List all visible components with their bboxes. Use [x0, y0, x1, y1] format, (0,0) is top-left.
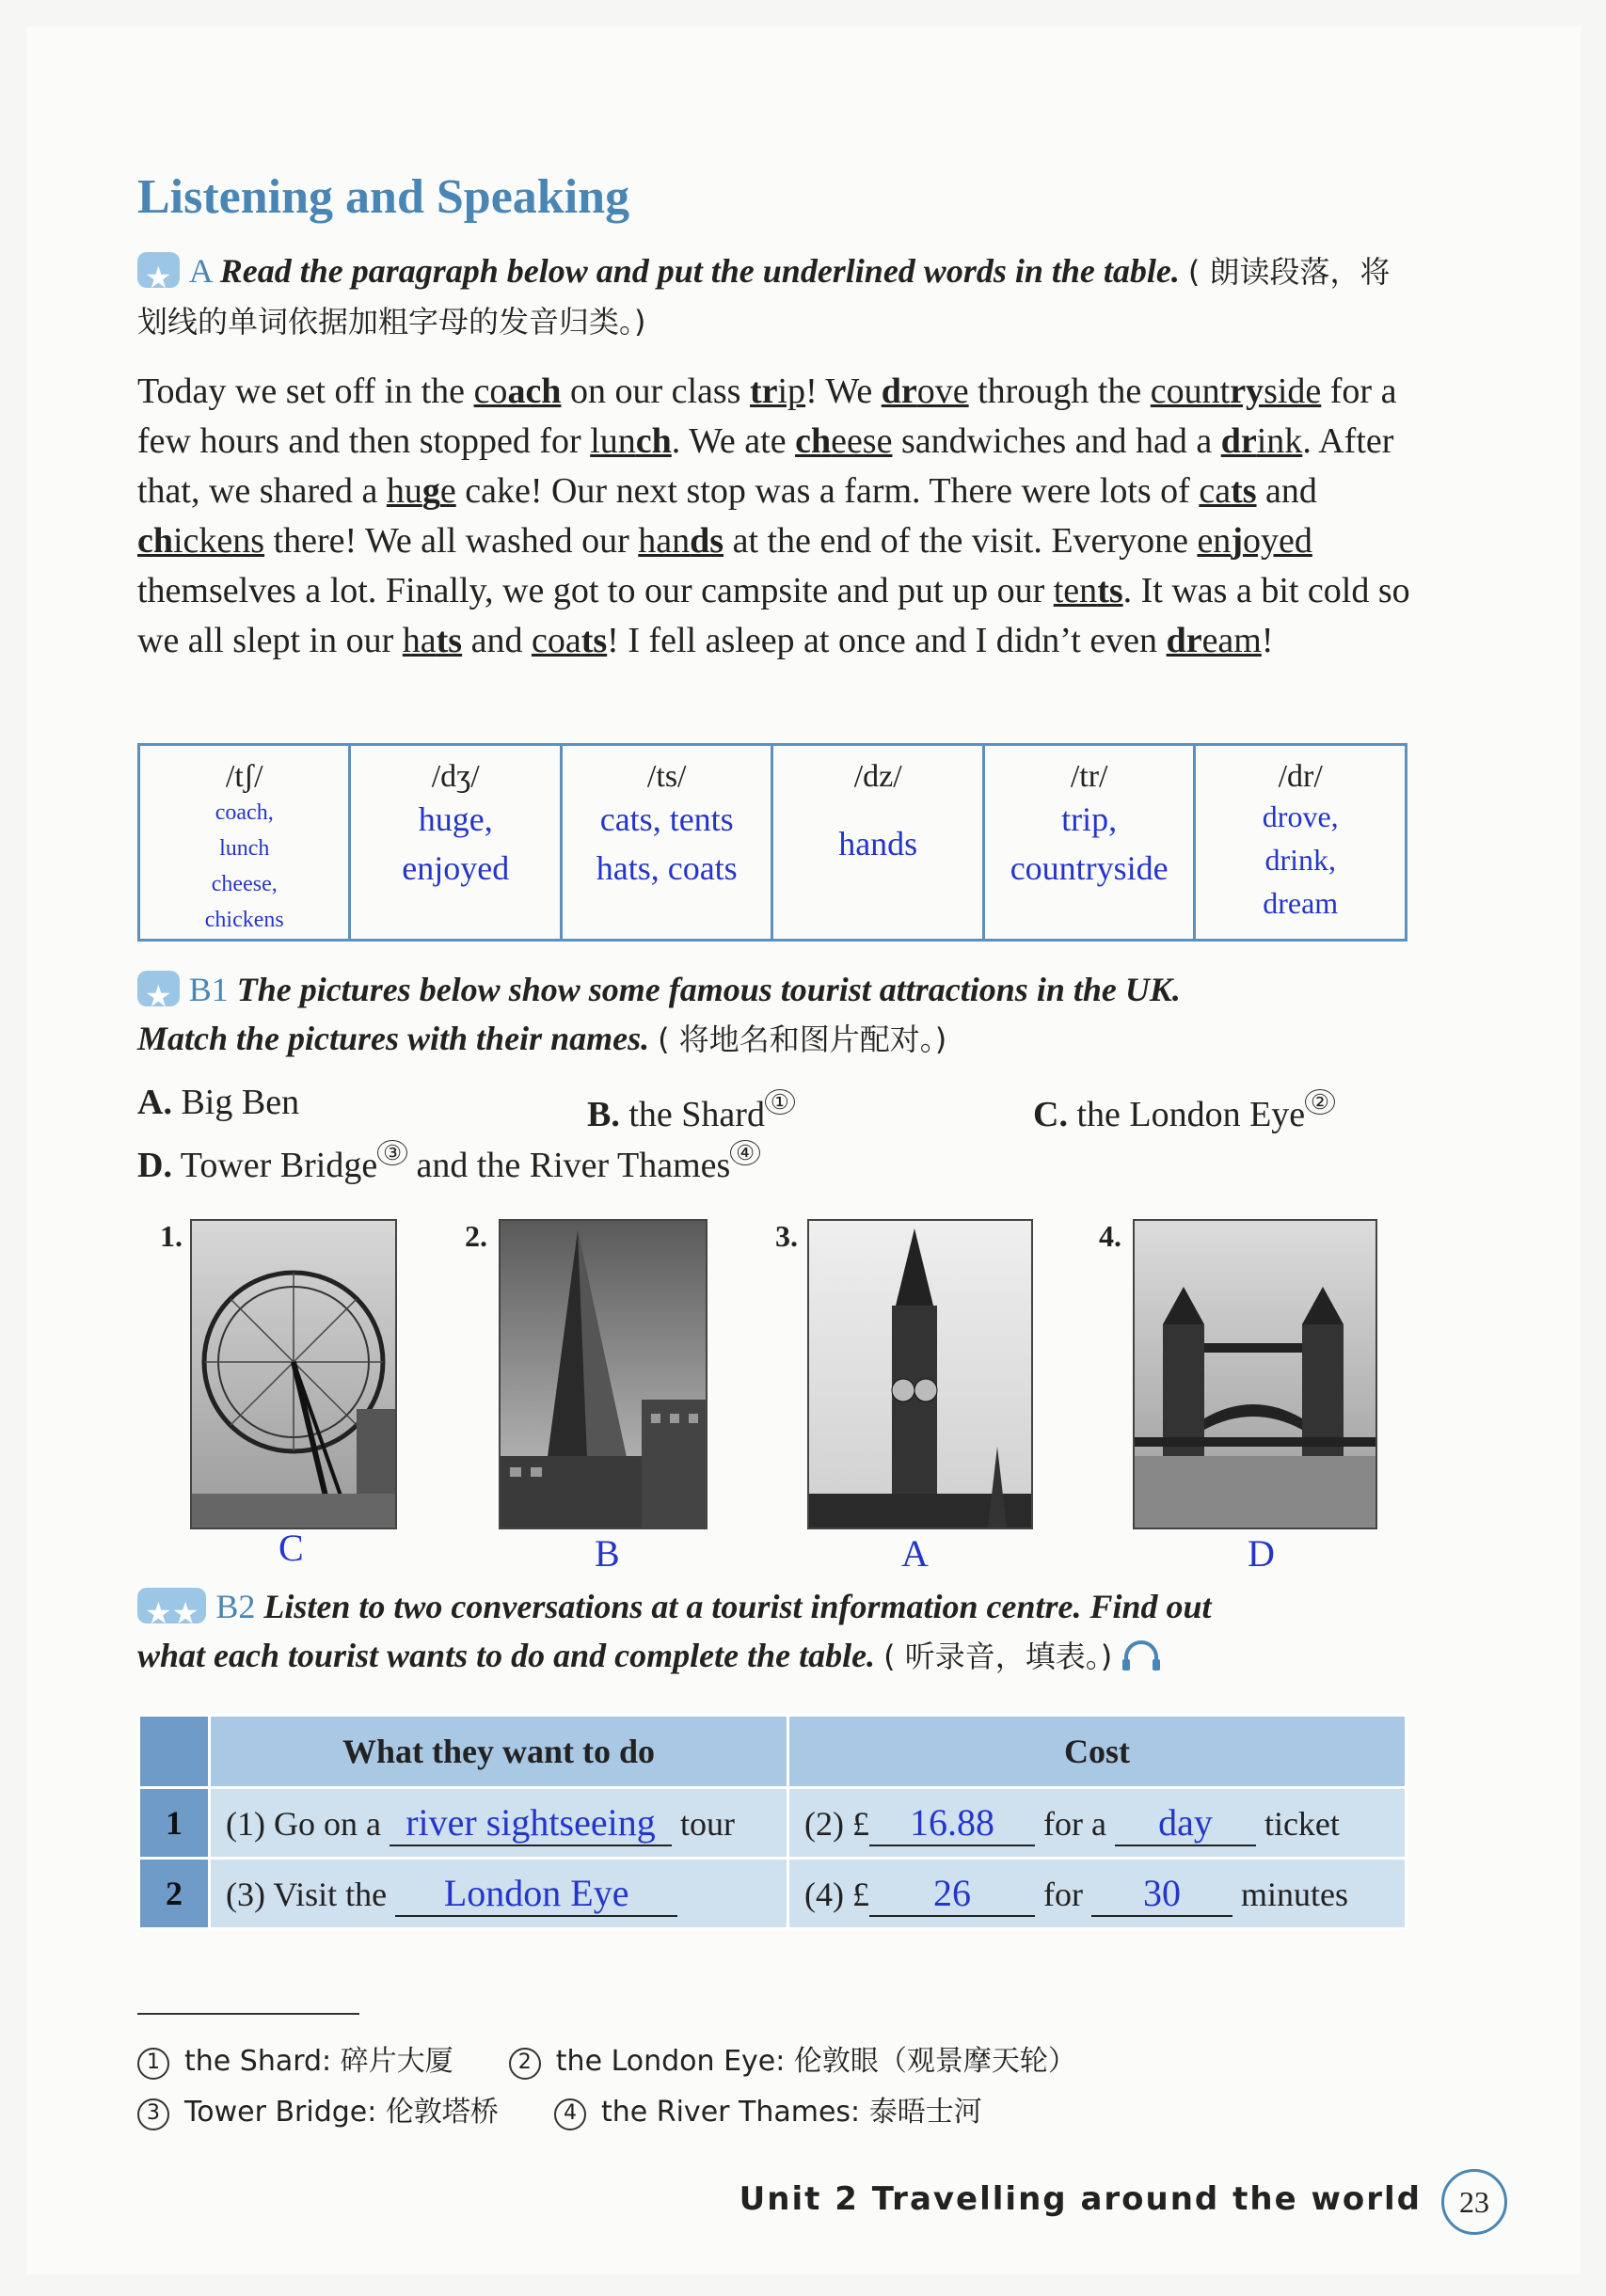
underlined-word-part: ts	[1097, 571, 1123, 610]
underlined-word-part: ach	[507, 372, 562, 411]
paragraph-text: . We ate	[671, 421, 796, 461]
underlined-word-part: eese	[831, 421, 893, 461]
partA-label: A	[188, 252, 212, 290]
underlined-word-part: tr	[749, 372, 778, 411]
sound-symbol: /tr/	[1070, 759, 1108, 794]
paragraph-text: themselves a lot. Finally, we got to our campsite and put up our	[137, 571, 1054, 610]
handwritten-answer: coach,	[215, 800, 274, 825]
sound-symbol: /ts/	[646, 759, 687, 794]
paragraph-text: ! We	[805, 372, 882, 411]
tourist-table-header	[139, 1716, 1407, 1788]
underlined-word-part: ickens	[173, 521, 265, 561]
tourist-table	[137, 1714, 1407, 1930]
handwritten-answer: trip,	[1061, 800, 1118, 838]
option-a-letter: A.	[137, 1083, 172, 1122]
handwritten-answer: drove,	[1262, 800, 1339, 833]
footnote-4: the River Thames: 泰晤士河	[600, 2096, 982, 2129]
reading-paragraph	[137, 367, 1417, 666]
paragraph-text: !	[1261, 621, 1274, 660]
row-1-want-prefix: (1) Go on a	[226, 1804, 381, 1843]
underlined-word-part: en	[1197, 521, 1232, 561]
blank-1: river sightseeing	[390, 1800, 672, 1846]
underlined-word-part: ch	[635, 421, 672, 461]
tourist-row-2	[139, 1859, 1407, 1929]
option-b-letter: B.	[587, 1095, 620, 1134]
footnote-divider	[137, 2013, 359, 2015]
row-2-want	[210, 1859, 788, 1929]
handwritten-answer: drink,	[1264, 843, 1336, 877]
paragraph-text: there! We all washed our	[264, 521, 639, 561]
underlined-word-part: ds	[690, 521, 724, 561]
footnote-1: the Shard: 碎片大厦	[184, 2045, 453, 2078]
footnote-3: Tower Bridge: 伦敦塔桥	[184, 2096, 499, 2129]
underlined-word-part: ts	[580, 621, 608, 660]
underlined-word-part: coa	[531, 621, 581, 660]
picture-number-2: 2.	[465, 1219, 487, 1253]
partB1-instruction	[137, 965, 1436, 1064]
footnote-mark: 4	[554, 2098, 586, 2130]
footnote-mark: 2	[509, 2048, 541, 2080]
partB2-instruction-en-1: Listen to two conversations at a tourist information centre. Find out	[263, 1588, 1212, 1625]
underlined-word-part: dr	[1220, 421, 1257, 461]
underlined-word-part: ch	[137, 521, 173, 561]
row-number: 1	[139, 1788, 210, 1859]
handwritten-answer: enjoyed	[402, 849, 510, 887]
partA-instruction	[137, 246, 1417, 346]
phonics-cell	[350, 745, 561, 941]
header-number-cell	[139, 1716, 210, 1788]
star-icon: ★	[145, 261, 172, 294]
option-a	[137, 1077, 299, 1128]
footnote-mark: 3	[137, 2098, 169, 2130]
row-1-cost-prefix: (2) £	[804, 1804, 869, 1843]
partB2-instruction	[137, 1582, 1455, 1686]
blank-2b: day	[1115, 1800, 1256, 1846]
row-2-cost-suffix: minutes	[1240, 1875, 1348, 1913]
option-c-text: the London Eye	[1076, 1095, 1306, 1134]
star-icon: ★	[145, 979, 172, 1013]
sound-symbol: /dz/	[853, 759, 902, 794]
row-2-cost	[788, 1859, 1407, 1929]
headphones-icon	[1121, 1637, 1162, 1686]
underlined-word-part: lun	[590, 421, 636, 461]
phonics-cell	[983, 745, 1194, 941]
partB1-label: B1	[188, 971, 229, 1008]
partA-instruction-cn: ( 朗读段落，将划线的单词依据加粗字母的发音归类。)	[137, 254, 1391, 340]
tower-bridge-illustration	[1135, 1221, 1375, 1528]
two-star-badge	[137, 1588, 206, 1630]
section-title: Listening and Speaking	[137, 170, 630, 224]
footnote-mark: ③	[377, 1140, 407, 1165]
paragraph-text: at the end of the visit. Everyone	[723, 521, 1198, 561]
picture-number-1: 1.	[160, 1219, 183, 1253]
picture-the-shard	[499, 1219, 708, 1529]
header-cost: Cost	[788, 1716, 1407, 1788]
handwritten-answer: huge,	[418, 800, 493, 838]
underlined-word-part: oyed	[1242, 521, 1312, 561]
handwritten-answer: dream	[1263, 886, 1339, 920]
paragraph-text: Today we set off in the	[137, 372, 474, 411]
underlined-word-part: ts	[436, 621, 463, 660]
paragraph-text: and	[1256, 471, 1317, 511]
partA-instruction-en: Read the paragraph below and put the underlined words in the table.	[219, 252, 1180, 290]
underlined-word-part: j	[1231, 521, 1243, 561]
underlined-word-part: ch	[795, 421, 832, 461]
option-d	[137, 1128, 760, 1191]
paragraph-text: sandwiches and had a	[892, 421, 1221, 461]
footnote-mark: ①	[765, 1089, 795, 1115]
row-1-want	[210, 1788, 788, 1859]
option-d-text-1: Tower Bridge	[180, 1146, 378, 1185]
handwritten-answer: cats, tents	[599, 800, 734, 838]
paragraph-text: . After that, we shared a	[137, 421, 1394, 511]
shard-illustration	[501, 1221, 706, 1528]
underlined-word-part: ip	[777, 372, 806, 411]
underlined-word-part: hu	[386, 471, 422, 511]
row-2-cost-prefix: (4) £	[804, 1875, 869, 1913]
underlined-word-part: e	[439, 471, 456, 511]
phonics-cell	[139, 745, 350, 941]
paragraph-text: ! I fell asleep at once and I didn’t even	[607, 621, 1167, 660]
picture-1-answer: C	[278, 1527, 304, 1569]
underlined-word-part: ink	[1256, 421, 1303, 461]
row-2-cost-middle: for	[1042, 1875, 1083, 1913]
one-star-badge	[137, 971, 180, 1013]
option-b-text: the Shard	[628, 1095, 765, 1134]
row-1-cost-suffix: ticket	[1264, 1804, 1340, 1843]
sound-symbol: /tʃ/	[225, 759, 263, 794]
paragraph-text: through the	[968, 372, 1151, 411]
footnote-mark: ④	[730, 1140, 760, 1165]
blank-4b: 30	[1091, 1871, 1232, 1917]
blank-2: 16.88	[869, 1800, 1035, 1846]
picture-london-eye	[190, 1219, 397, 1529]
phonics-table	[137, 743, 1407, 942]
footnotes	[137, 2036, 1076, 2138]
footnote-mark: 1	[137, 2048, 169, 2080]
underlined-word-part: g	[421, 471, 440, 511]
row-2-want-prefix: (3) Visit the	[226, 1875, 388, 1913]
unit-footer: Unit 2 Travelling around the world	[739, 2180, 1422, 2218]
underlined-word-part: count	[1150, 372, 1231, 411]
paragraph-text: and	[462, 621, 532, 660]
big-ben-illustration	[809, 1221, 1031, 1528]
footnote-row-2	[137, 2087, 1076, 2138]
phonics-cell	[1195, 745, 1407, 941]
handwritten-answer: hats, coats	[596, 849, 738, 887]
picture-big-ben	[807, 1219, 1033, 1529]
handwritten-answer: chickens	[204, 908, 284, 932]
row-1-cost-middle: for a	[1042, 1804, 1106, 1843]
partB2-instruction-cn: ( 听录音，填表。)	[883, 1639, 1113, 1674]
partB2-label: B2	[215, 1588, 256, 1625]
picture-3-answer: A	[901, 1532, 929, 1575]
underlined-word-part: dr	[1166, 621, 1202, 660]
phonics-cell	[772, 745, 983, 941]
underlined-word-part: ha	[402, 621, 437, 660]
footnote-mark: ②	[1305, 1089, 1335, 1115]
underlined-word-part: ove	[916, 372, 969, 411]
paragraph-text: . It was a bit cold so we all slept in our	[137, 571, 1410, 660]
row-number: 2	[139, 1859, 210, 1929]
page-number: 23	[1441, 2169, 1507, 2235]
footnote-2: the London Eye: 伦敦眼（观景摩天轮）	[555, 2045, 1076, 2078]
one-star-badge	[137, 252, 180, 294]
underlined-word-part: co	[473, 372, 508, 411]
option-d-text-2: and the River Thames	[416, 1146, 731, 1185]
underlined-word-part: ts	[1231, 471, 1257, 511]
row-1-cost	[788, 1788, 1407, 1859]
picture-tower-bridge	[1133, 1219, 1377, 1529]
tourist-row-1	[139, 1788, 1407, 1859]
london-eye-illustration	[192, 1221, 395, 1528]
handwritten-answer: lunch	[219, 836, 270, 861]
underlined-word-part: ry	[1230, 372, 1264, 411]
option-a-text: Big Ben	[181, 1083, 300, 1122]
row-1-want-suffix: tour	[679, 1804, 735, 1843]
sound-symbol: /dr/	[1278, 759, 1323, 794]
picture-4-answer: D	[1248, 1532, 1275, 1575]
picture-number-3: 3.	[775, 1219, 798, 1253]
partB1-instruction-en-1: The pictures below show some famous tourist attractions in the UK.	[236, 971, 1181, 1008]
header-want: What they want to do	[210, 1716, 788, 1788]
underlined-word-part: han	[638, 521, 691, 561]
partB2-instruction-en-2: what each tourist wants to do and complete the table.	[137, 1637, 876, 1674]
star-icon: ★★	[145, 1596, 199, 1630]
attraction-options	[137, 1077, 1455, 1185]
sound-symbol: /dʒ/	[431, 759, 480, 794]
option-d-letter: D.	[137, 1146, 172, 1185]
underlined-word-part: ca	[1199, 471, 1232, 511]
footnote-row-1	[137, 2036, 1076, 2087]
handwritten-answer: hands	[838, 825, 918, 863]
underlined-word-part: eam	[1201, 621, 1262, 660]
partB1-instruction-en-2: Match the pictures with their names.	[137, 1020, 650, 1057]
underlined-word-part: dr	[881, 372, 917, 411]
underlined-word-part: side	[1264, 372, 1322, 411]
paragraph-text: on our class	[561, 372, 750, 411]
phonics-row	[139, 745, 1407, 941]
paragraph-text: cake! Our next stop was a farm. There were lots of	[455, 471, 1200, 511]
picture-2-answer: B	[595, 1532, 620, 1575]
option-c-letter: C.	[1033, 1095, 1068, 1134]
blank-3: London Eye	[395, 1871, 677, 1917]
phonics-cell	[561, 745, 771, 941]
handwritten-answer: countryside	[1010, 849, 1169, 887]
underlined-word-part: ten	[1053, 571, 1098, 610]
partB1-instruction-cn: ( 将地名和图片配对。)	[658, 1021, 947, 1057]
picture-number-4: 4.	[1099, 1219, 1121, 1253]
handwritten-answer: cheese,	[211, 872, 278, 896]
paragraph-text: for a few hours and then stopped for	[137, 372, 1397, 461]
blank-4: 26	[869, 1871, 1035, 1917]
